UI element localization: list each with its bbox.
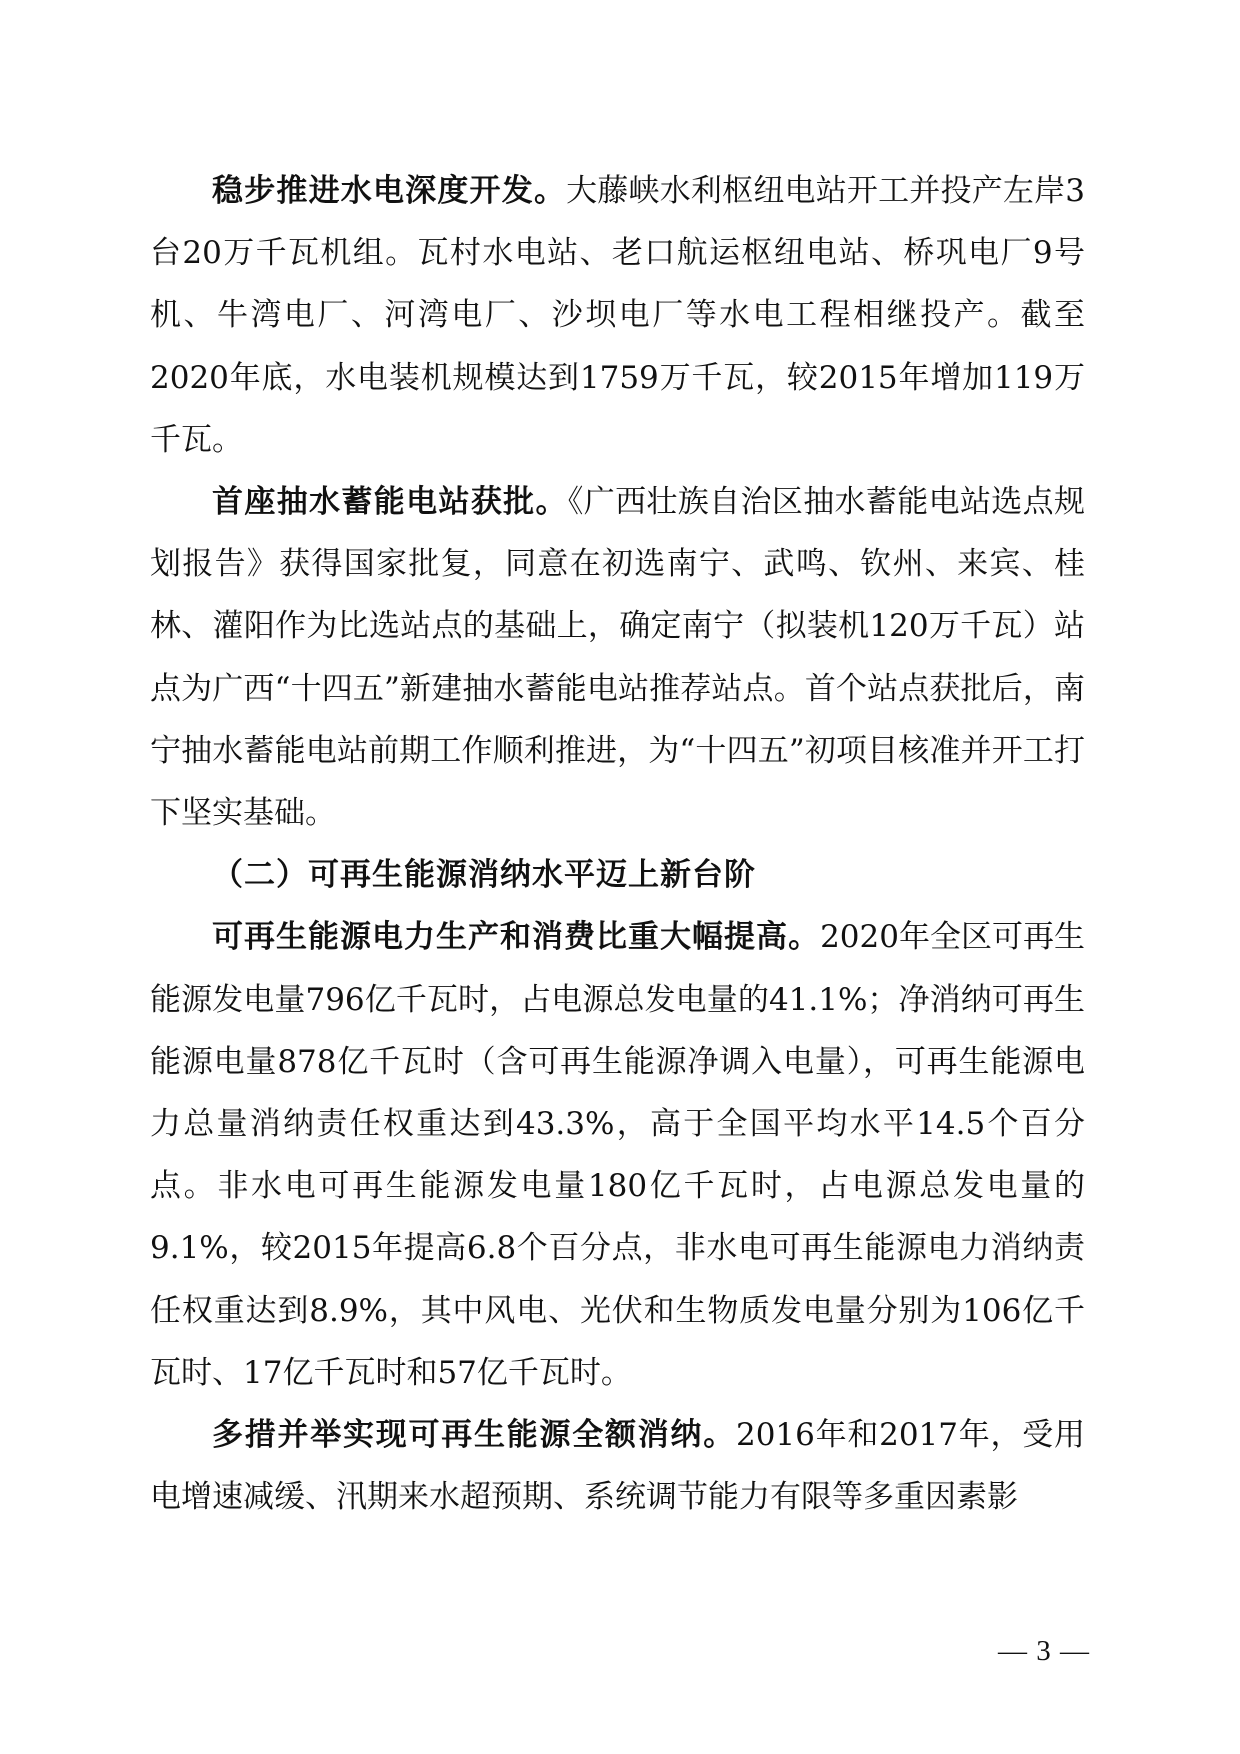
paragraph-lead: 首座抽水蓄能电站获批。 [212, 484, 568, 521]
paragraph-lead: 可再生能源电力生产和消费比重大幅提高。 [212, 919, 821, 956]
paragraph-renewable-share [150, 906, 1085, 1404]
paragraph-lead: 稳步推进水电深度开发。 [212, 173, 567, 209]
paragraph-hydropower [150, 160, 1085, 471]
paragraph-lead: 多措并举实现可再生能源全额消纳。 [212, 1417, 736, 1454]
paragraph-text: 大藤峡水利枢纽电站开工并投产左岸3台20万千瓦机组。瓦村水电站、老口航运枢纽电站、桥巩电厂9号机、牛湾电厂、河湾电厂、沙坝电厂等水电工程相继投产。截至2020年底，水电装机规模达到1759万千瓦，较2015年增加119万千瓦。 [150, 173, 1085, 458]
section-heading-text: （二）可再生能源消纳水平迈上新台阶 [212, 857, 756, 894]
paragraph-text: 2016年和2017年，受用电增速减缓、汛期来水超预期、系统调节能力有限等多重因素影 [150, 1417, 1085, 1516]
document-body [150, 160, 1085, 1528]
paragraph-full-consumption [150, 1404, 1085, 1528]
paragraph-text: 2020年全区可再生能源发电量796亿千瓦时，占电源总发电量的41.1%；净消纳可再生能源电量878亿千瓦时（含可再生能源净调入电量），可再生能源电力总量消纳责任权重达到43.3%，高于全国平均水平14.5个百分点。非水电可再生能源发电量180亿千瓦时，占电源总发电量的9.1%，较2015年提高6.8个百分点，非水电可再生能源电力消纳责任权重达到8.9%，其中风电、光伏和生物质发电量分别为106亿千瓦时、17亿千瓦时和57亿千瓦时。 [150, 919, 1085, 1391]
paragraph-text: 《广西壮族自治区抽水蓄能电站选点规划报告》获得国家批复，同意在初选南宁、武鸣、钦州、来宾、桂林、灌阳作为比选站点的基础上，确定南宁（拟装机120万千瓦）站点为广西“十四五”新建抽水蓄能电站推荐站点。首个站点获批后，南宁抽水蓄能电站前期工作顺利推进，为“十四五”初项目核准并开工打下坚实基础。 [150, 484, 1086, 832]
page-number: — 3 — [998, 1635, 1090, 1667]
paragraph-pumped-storage [150, 471, 1085, 844]
section-heading [150, 844, 1085, 906]
